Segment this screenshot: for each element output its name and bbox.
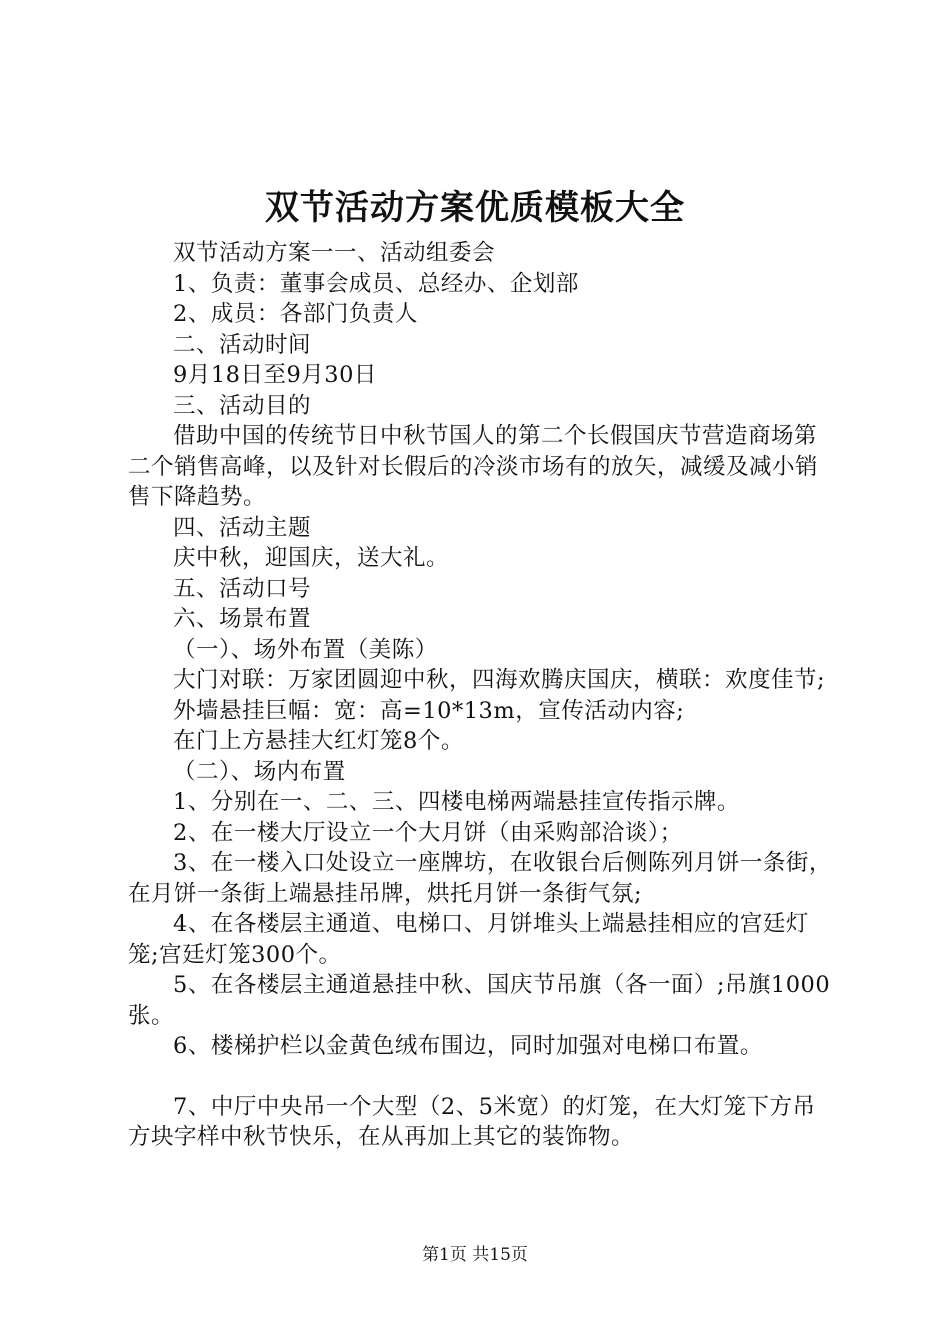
- paragraph: 大门对联：万家团圆迎中秋，四海欢腾庆国庆，横联：欢度佳节;: [173, 667, 826, 693]
- paragraph: 二、活动时间: [173, 331, 312, 358]
- paragraph: 4、在各楼层主通道、电梯口、月饼堆头上端悬挂相应的宫廷灯笼;宫廷灯笼300个。: [128, 911, 809, 968]
- document-title: 双节活动方案优质模板大全: [265, 188, 685, 228]
- paragraph: 1、分别在一、二、三、四楼电梯两端悬挂宣传指示牌。: [173, 789, 740, 815]
- paragraph: （二）、场内布置: [173, 758, 346, 785]
- paragraph: 外墙悬挂巨幅：宽：高=10*13m，宣传活动内容;: [173, 697, 685, 724]
- paragraph: 庆中秋，迎国庆，送大礼。: [173, 545, 450, 571]
- paragraph: 1、负责：董事会成员、总经办、企划部: [173, 270, 579, 297]
- document-body: [128, 238, 838, 1153]
- paragraph: 6、楼梯护栏以金黄色绒布围边，同时加强对电梯口布置。: [173, 1033, 763, 1059]
- paragraph: 借助中国的传统节日中秋节国人的第二个长假国庆节营造商场第二个销售高峰，以及针对长假后的冷淡市场有的放矢，减缓及减小销售下降趋势。: [128, 423, 819, 510]
- paragraph: 三、活动目的: [173, 392, 312, 419]
- paragraph: 在门上方悬挂大红灯笼8个。: [173, 728, 464, 754]
- paragraph: 5、在各楼层主通道悬挂中秋、国庆节吊旗（各一面）;吊旗1000张。: [128, 972, 831, 1029]
- paragraph: 3、在一楼入口处设立一座牌坊，在收银台后侧陈列月饼一条街，在月饼一条街上端悬挂吊牌，烘托月饼一条街气氛;: [128, 850, 832, 907]
- paragraph: 2、在一楼大厅设立一个大月饼（由采购部洽谈）；: [173, 819, 683, 846]
- paragraph: （一）、场外布置（美陈）: [173, 636, 438, 663]
- paragraph: 7、中厅中央吊一个大型（2、5米宽）的灯笼，在大灯笼下方吊方块字样中秋节快乐，在从再加上其它的装饰物。: [128, 1093, 816, 1150]
- paragraph: 9月18日至9月30日: [173, 362, 377, 388]
- paragraph: 2、成员：各部门负责人: [173, 301, 418, 327]
- paragraph: 双节活动方案一一、活动组委会: [173, 240, 496, 266]
- paragraph: 五、活动口号: [173, 575, 312, 602]
- paragraph: 六、场景布置: [173, 606, 312, 632]
- page-number-footer: 第1页 共15页: [422, 1245, 528, 1265]
- paragraph: 四、活动主题: [173, 514, 312, 541]
